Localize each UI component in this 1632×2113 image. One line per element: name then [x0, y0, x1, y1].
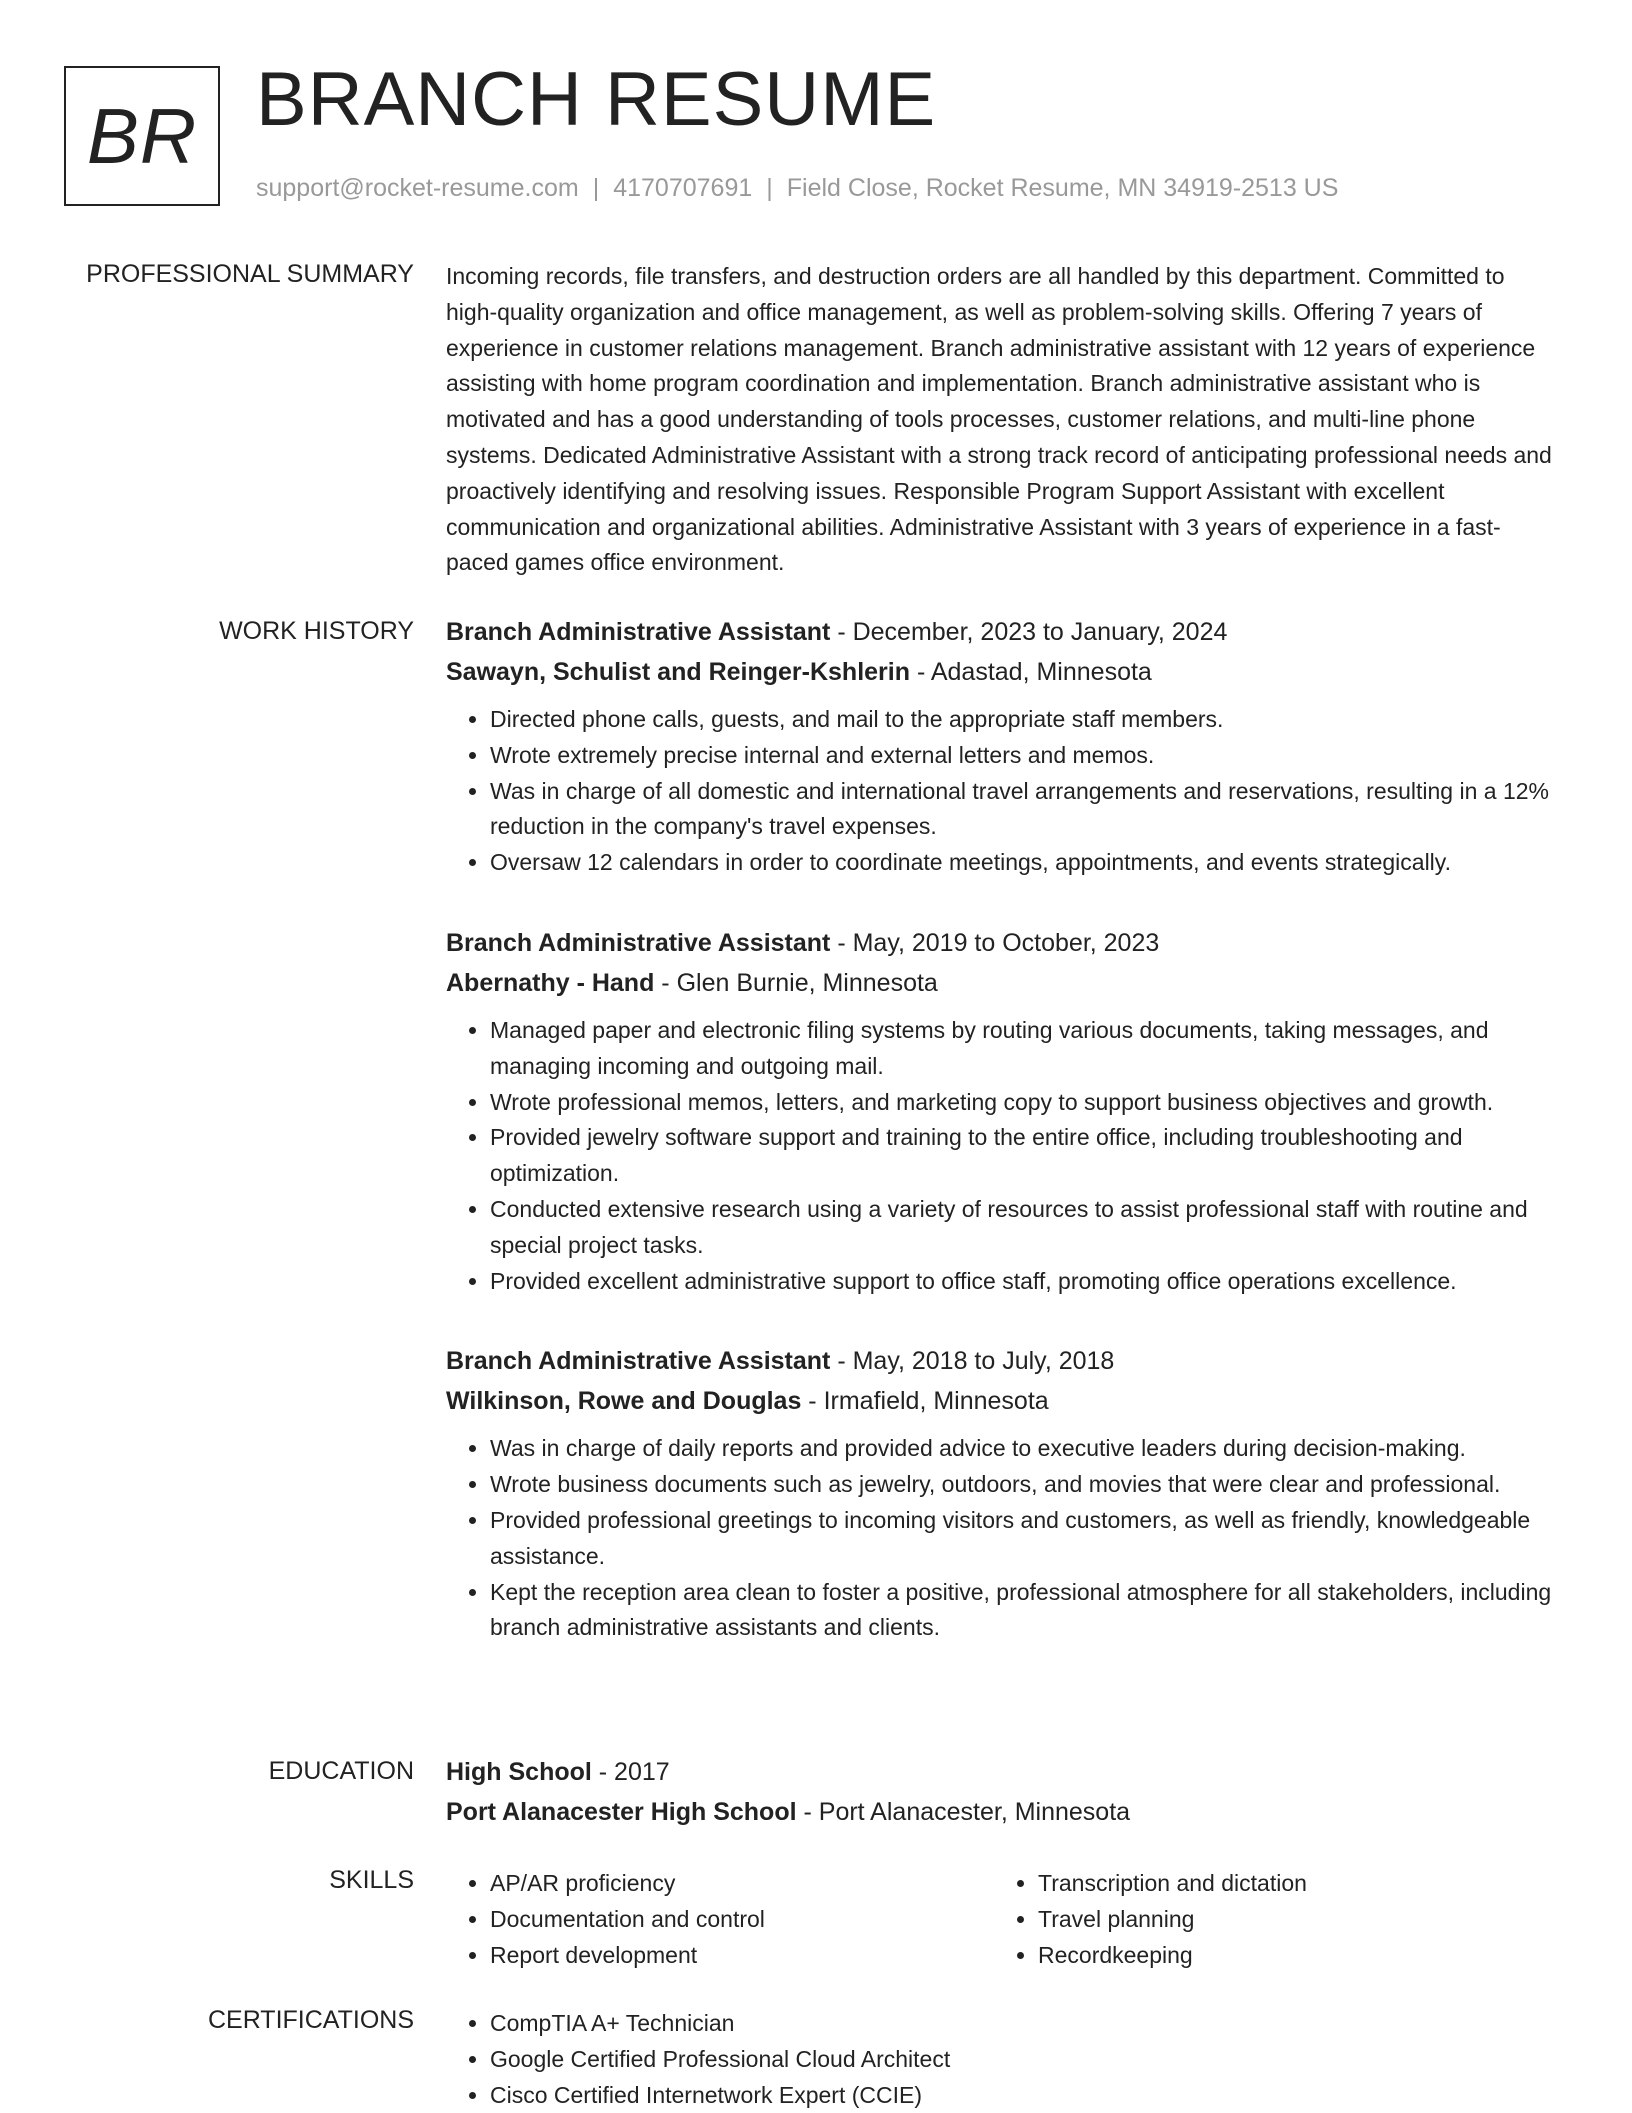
job-org-line [446, 963, 1560, 1003]
job-org-line [446, 1381, 1560, 1421]
job-title-line [446, 1341, 1560, 1381]
job-title: Branch Administrative Assistant [446, 618, 831, 646]
skills-body [446, 1866, 1560, 1973]
job-entry [446, 923, 1560, 1299]
job-title-line [446, 923, 1560, 963]
certifications-list [446, 2006, 1560, 2113]
summary-text: Incoming records, file transfers, and destruction orders are all handled by this department. Committed to high-quality organization and office management, as well as problem-solving skills. Offering 7 years of experience in customer relations management. Branch administrative assistant with 12 years of experience assisting with home program coordination and implementation. Branch administrative assistant who is motivated and has a good understanding of tools processes, customer relations, and multi-line phone systems. Dedicated Administrative Assistant with a strong track record of anticipating professional needs and proactively identifying and resolving issues. Responsible Program Support Assistant with excellent communication and organizational abilities. Administrative Assistant with 3 years of experience in a fast-paced games office environment. [446, 263, 1552, 576]
education-school: Port Alanacester High School [446, 1798, 797, 1826]
skill-item: • Travel planning [1038, 1902, 1542, 1938]
list-item: • Oversaw 12 calendars in order to coordinate meetings, appointments, and events strategically. [490, 845, 1560, 881]
job-location: - Adastad, Minnesota [910, 658, 1152, 686]
job-bullets [446, 1431, 1560, 1646]
list-item: • Directed phone calls, guests, and mail to the appropriate staff members. [490, 702, 1560, 738]
education-year: - 2017 [591, 1758, 670, 1786]
job-dates: - May, 2018 to July, 2018 [830, 1347, 1115, 1376]
skills-grid [446, 1866, 1560, 1973]
section-label-skills: SKILLS [329, 1866, 414, 1894]
certifications-body [446, 2006, 1560, 2113]
job-entry [446, 612, 1560, 881]
job-org-line [446, 652, 1560, 692]
contact-email: support@rocket-resume.com [256, 174, 579, 202]
contact-separator: | [766, 174, 773, 202]
job-bullets [446, 1013, 1560, 1299]
certification-item: • CompTIA A+ Technician [490, 2006, 1560, 2042]
job-company: Wilkinson, Rowe and Douglas [446, 1387, 802, 1416]
list-item: • Provided excellent administrative support to office staff, promoting office operations excellence. [490, 1264, 1560, 1300]
section-label-summary: PROFESSIONAL SUMMARY [86, 260, 414, 288]
summary-body [446, 259, 1560, 581]
skill-item: • Report development [490, 1938, 994, 1974]
contact-separator: | [592, 174, 600, 202]
education-location: - Port Alanacester, Minnesota [796, 1798, 1131, 1826]
skill-item: • Recordkeeping [1038, 1938, 1542, 1974]
section-label-certifications: CERTIFICATIONS [207, 2006, 414, 2034]
skill-item: • Transcription and dictation [1038, 1866, 1542, 1902]
contact-address: Field Close, Rocket Resume, MN 34919-2513 US [786, 174, 1339, 202]
education-body [446, 1752, 1560, 1832]
job-location: - Glen Burnie, Minnesota [654, 968, 938, 997]
job-company: Sawayn, Schulist and Reinger-Kshlerin [446, 658, 911, 686]
certification-item: • Cisco Certified Internetwork Expert (CCIE) [490, 2078, 1560, 2113]
skill-item: • Documentation and control [490, 1902, 994, 1938]
job-dates: - December, 2023 to January, 2024 [830, 618, 1228, 646]
contact-line [256, 174, 1338, 203]
job-title: Branch Administrative Assistant [446, 1347, 831, 1376]
skill-item: • AP/AR proficiency [490, 1866, 994, 1902]
job-title: Branch Administrative Assistant [446, 928, 831, 957]
job-entry [446, 1341, 1560, 1646]
job-bullets [446, 702, 1560, 881]
section-label-work: WORK HISTORY [219, 617, 414, 645]
list-item: • Was in charge of all domestic and international travel arrangements and reservations, resulting in a 12% reduction in the company's travel expenses. [490, 774, 1560, 846]
list-item: • Kept the reception area clean to foster a positive, professional atmosphere for all stakeholders, including branch administrative assistants and clients. [490, 1575, 1560, 1647]
list-item: • Wrote business documents such as jewelry, outdoors, and movies that were clear and professional. [490, 1467, 1560, 1503]
candidate-name: BRANCH RESUME [256, 57, 937, 142]
education-degree-line [446, 1752, 1560, 1792]
monogram-logo: BR [64, 66, 220, 206]
job-title-line [446, 612, 1560, 652]
section-label-education: EDUCATION [268, 1757, 414, 1785]
list-item: • Wrote professional memos, letters, and marketing copy to support business objectives and growth. [490, 1085, 1560, 1121]
job-company: Abernathy - Hand [446, 968, 655, 997]
list-item: • Conducted extensive research using a variety of resources to assist professional staff with routine and special project tasks. [490, 1192, 1560, 1264]
skills-list-right [994, 1866, 1542, 1973]
work-history-body [446, 612, 1560, 1688]
job-dates: - May, 2019 to October, 2023 [830, 928, 1160, 957]
certification-item: • Google Certified Professional Cloud Architect [490, 2042, 1560, 2078]
list-item: • Managed paper and electronic filing systems by routing various documents, taking messages, and managing incoming and outgoing mail. [490, 1013, 1560, 1085]
skills-list-left [446, 1866, 994, 1973]
list-item: • Was in charge of daily reports and provided advice to executive leaders during decision-making. [490, 1431, 1560, 1467]
education-degree: High School [446, 1758, 592, 1786]
list-item: • Wrote extremely precise internal and external letters and memos. [490, 738, 1560, 774]
job-location: - Irmafield, Minnesota [801, 1387, 1049, 1416]
education-school-line [446, 1792, 1560, 1832]
contact-phone: 4170707691 [613, 174, 753, 202]
list-item: • Provided jewelry software support and training to the entire office, including troubleshooting and optimization. [490, 1120, 1560, 1192]
list-item: • Provided professional greetings to incoming visitors and customers, as well as friendly, knowledgeable assistance. [490, 1503, 1560, 1575]
